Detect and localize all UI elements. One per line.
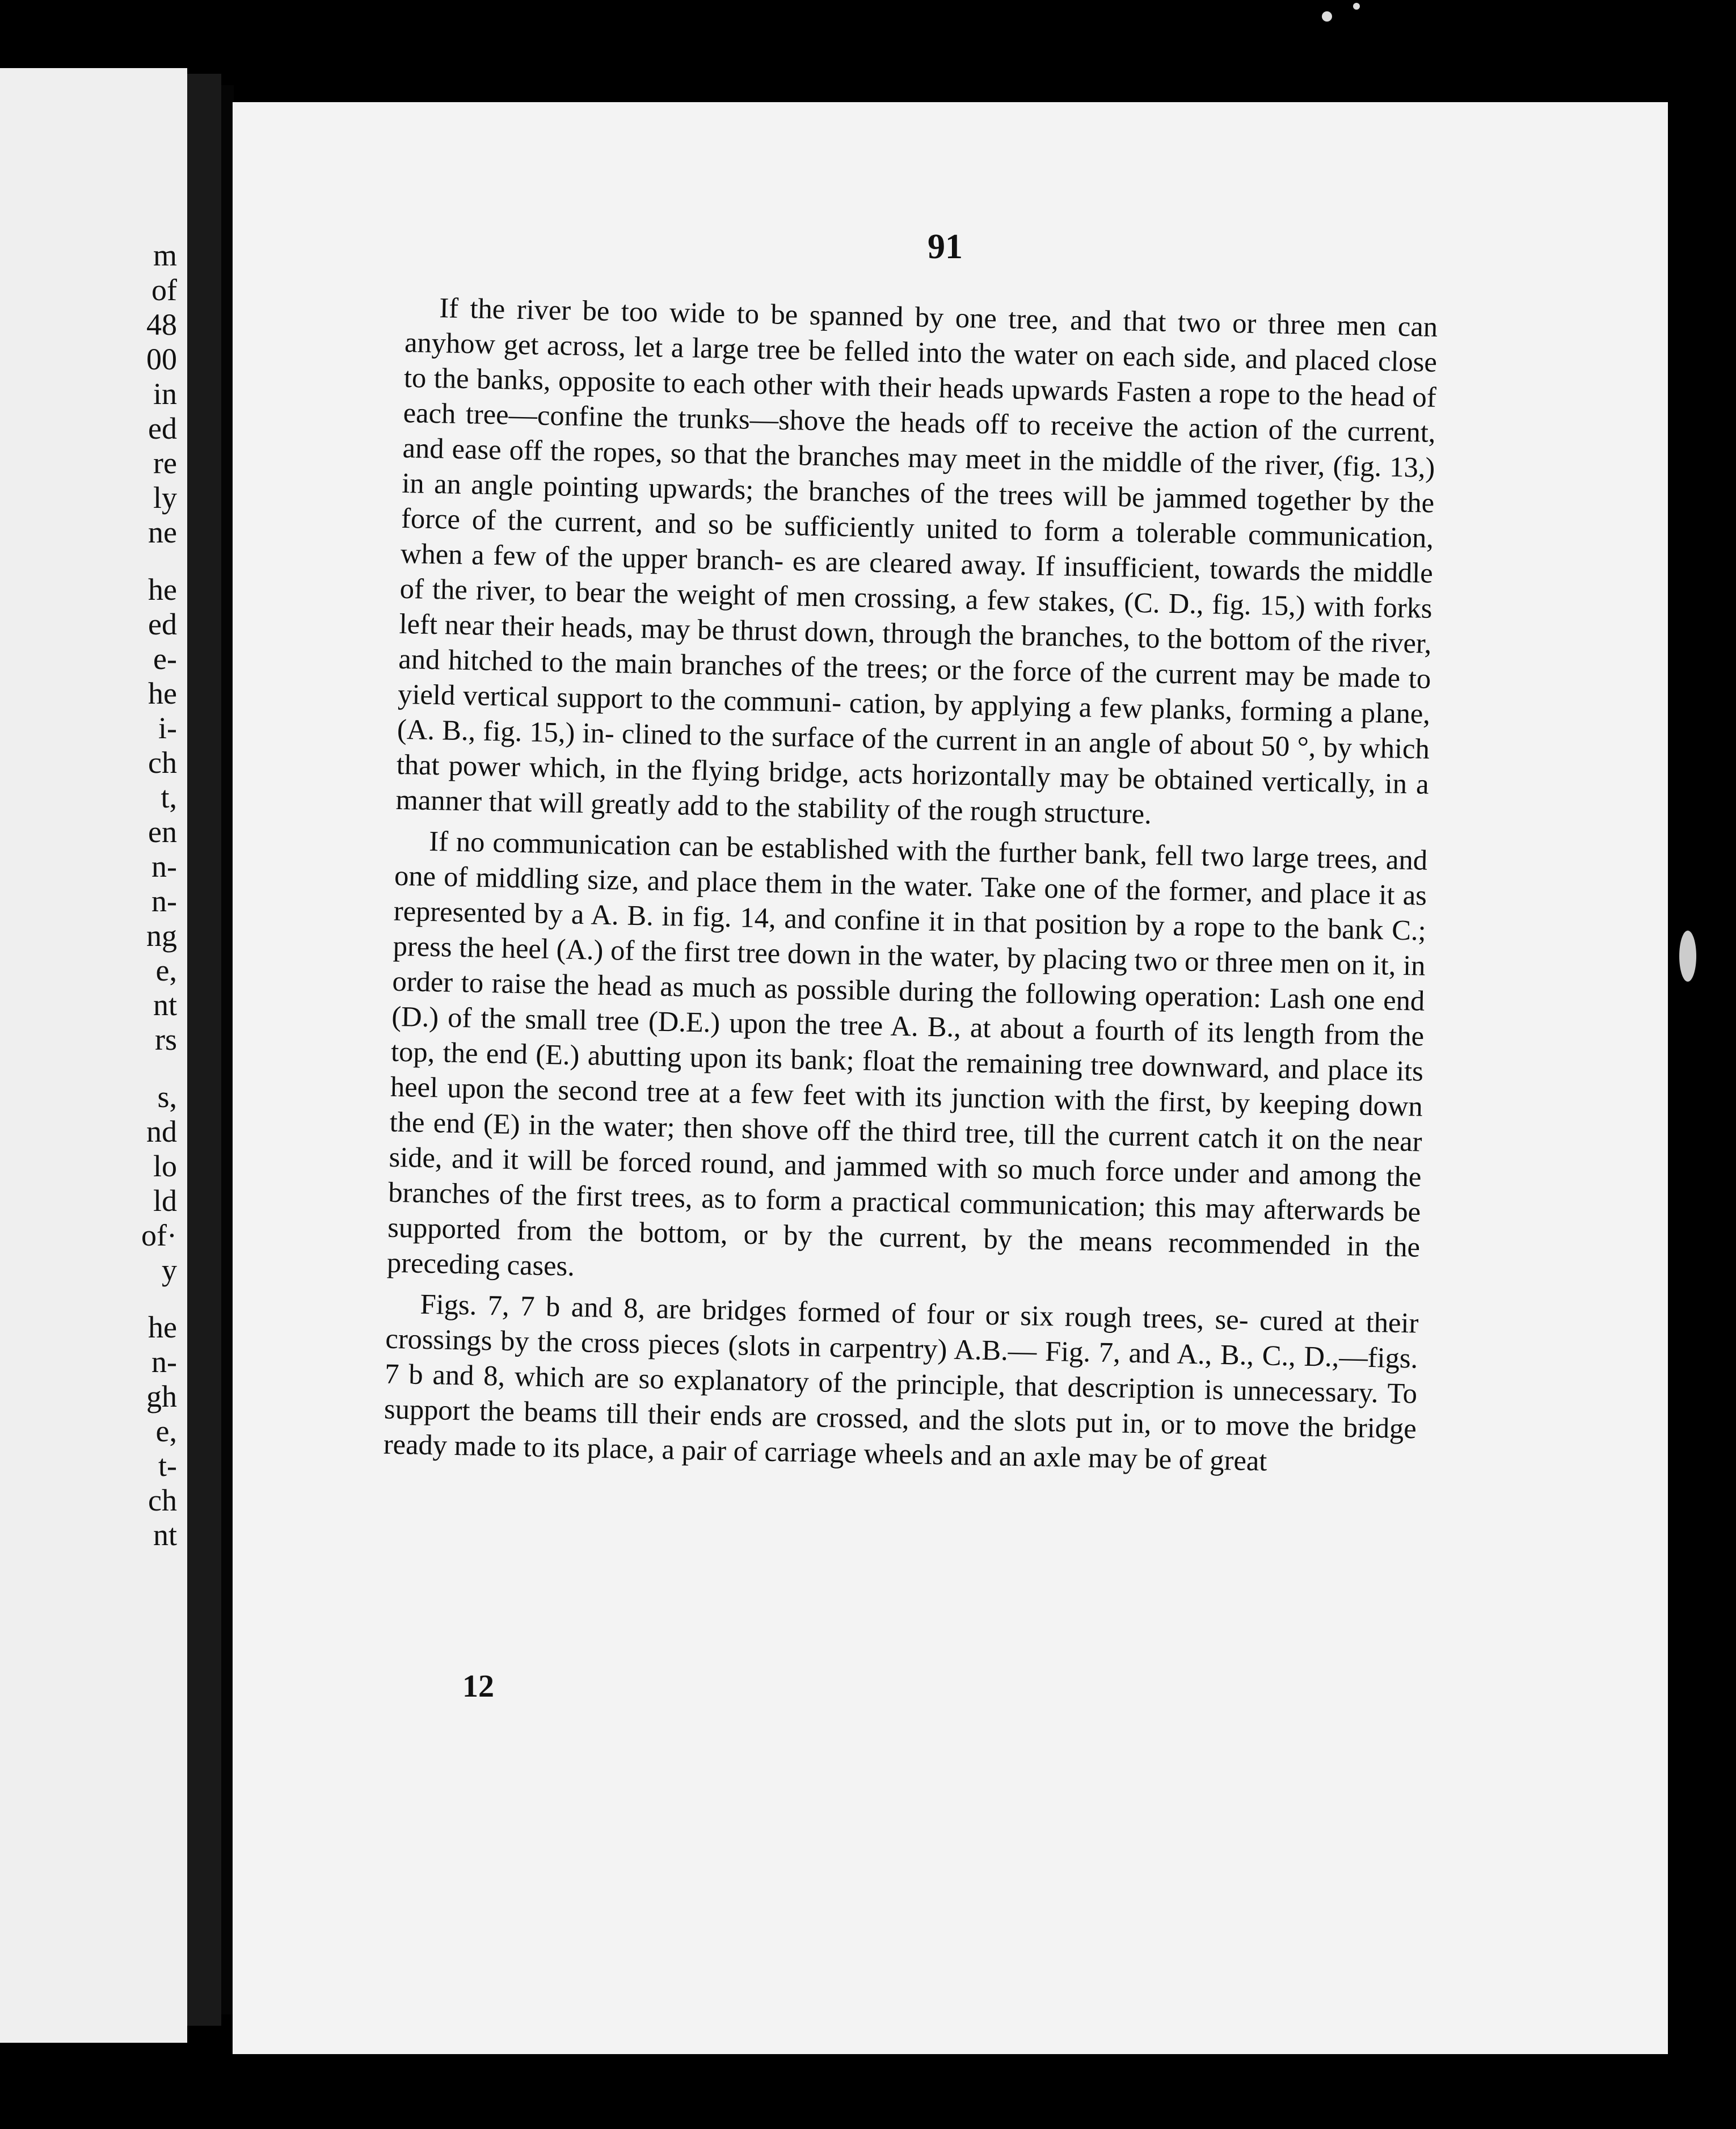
facing-page-fragment: e- [153, 642, 177, 676]
facing-page-fragment: gh [146, 1379, 177, 1413]
facing-page-edge [0, 68, 187, 2043]
facing-page-fragment: n- [151, 849, 177, 883]
facing-page-fragment: en [148, 815, 177, 849]
facing-page-fragment: re [153, 446, 177, 480]
facing-page-fragment: of· [141, 1218, 177, 1252]
facing-page-fragment: rs [155, 1023, 177, 1057]
paragraph-3: Figs. 7, 7 b and 8, are bridges formed of four or six rough trees, se- cured at their crossings by the cross pieces (slots in carpentry) A.B.— Fig. 7, and A., B., C., D.,—figs. 7 b and 8, which are so explanatory of the principle, that description is unnecessary. To support the beams till their ends are crossed, and the slots put in, or to move the bridge ready made to its place, a pair of carriage wheels and an axle may be of great [383, 1288, 1419, 1477]
facing-page-fragment: 48 [146, 308, 177, 342]
facing-page-fragment: s, [157, 1080, 177, 1114]
body-text [383, 289, 1438, 1487]
facing-page-fragment: 00 [146, 342, 177, 376]
facing-page-fragment: ly [153, 481, 177, 515]
facing-page-fragment: t- [158, 1449, 177, 1483]
facing-page-fragment: ed [148, 411, 177, 445]
facing-page-fragment: e, [155, 1414, 177, 1448]
facing-page-fragment: nt [153, 1518, 177, 1552]
facing-page-fragment: i- [158, 711, 177, 745]
binding-shadow [221, 85, 234, 2014]
facing-page-fragment: n- [151, 1345, 177, 1379]
facing-page-fragment: of [151, 273, 177, 307]
facing-page-fragment: t, [161, 780, 177, 814]
facing-page-fragment: lo [153, 1149, 177, 1183]
edge-blob [1679, 931, 1696, 982]
facing-page-fragment: he [148, 573, 177, 607]
signature-mark: 12 [462, 1669, 494, 1704]
facing-page-fragment: ld [153, 1184, 177, 1218]
facing-page-fragment: ch [148, 746, 177, 780]
facing-page-fragment: ne [148, 515, 177, 549]
paragraph-2: If no communication can be established with the further bank, fell two large trees, and one of middling size, and place them in the water. Take one of the former, and place it as represented by a A. B. in fig. 14, and confine it in that position by a rope to the bank C.; press the heel (A.) of the first tree down in the water, by placing two or three men on it, in order to raise the head as much as possible during the following operation: Lash one end (D.) of the small tree (D.E.) upon the tree A. B., at about a fourth of its length from the top, the end (E.) abutting upon its bank; float the remaining tree downward, and place its heel upon the second tree at a few feet with its junction with the first, by keeping down the end (E) in the water; then shove off the third tree, till the current catch it on the near side, and it will be forced round, and jammed with so much force under and among the branches of the first trees, as to form a practical communication; this may afterwards be supported from the bottom, or by the current, by the means recommended in the preceding cases. [386, 824, 1428, 1282]
facing-page-fragment: ed [148, 607, 177, 641]
facing-page-fragment: ch [148, 1483, 177, 1517]
facing-page-fragment: he [148, 676, 177, 710]
facing-page-fragment: nd [146, 1114, 177, 1148]
ink-speck [1353, 3, 1360, 10]
page-number: 91 [928, 228, 963, 266]
facing-page-fragment: m [153, 238, 177, 272]
facing-page-fragment: ng [146, 919, 177, 953]
facing-page-fragment: n- [151, 884, 177, 918]
facing-page-fragment: y [162, 1253, 177, 1287]
book-gutter [187, 74, 221, 2026]
paragraph-1: If the river be too wide to be spanned by one tree, and that two or three men can anyhow get across, let a large tree be felled into the water on each side, and placed close to the banks, opposite to each other with their heads upwards Fasten a rope to the head of each tree—confine the trunks—shove the heads off to receive the action of the current, and ease off the ropes, so that the branches may meet in the middle of the river, (fig. 13,) in an angle pointing upwards; the branches of the trees will be jammed together by the force of the current, and so be sufficiently united to form a tolerable communication, when a few of the upper branch- es are cleared away. If insufficient, towards the middle of the river, to bear the weight of men crossing, a few stakes, (C. D., fig. 15,) with forks left near their heads, may be thrust down, through the branches, to the bottom of the river, and hitched to the main branches of the trees; or the force of the current may be made to yield vertical support to the communi- cation, by applying a few planks, forming a plane, (A. B., fig. 15,) in- clined to the surface of the current in an angle of about 50 °, by which that power which, in the flying bridge, acts horizontally may be obtained vertically, in a manner that will greatly add to the stability of the rough structure. [395, 292, 1438, 830]
facing-page-fragment: e, [155, 953, 177, 987]
ink-speck [1322, 11, 1332, 22]
facing-page-fragment: nt [153, 988, 177, 1022]
facing-page-fragment: he [148, 1310, 177, 1344]
facing-page-fragment: in [153, 377, 177, 411]
